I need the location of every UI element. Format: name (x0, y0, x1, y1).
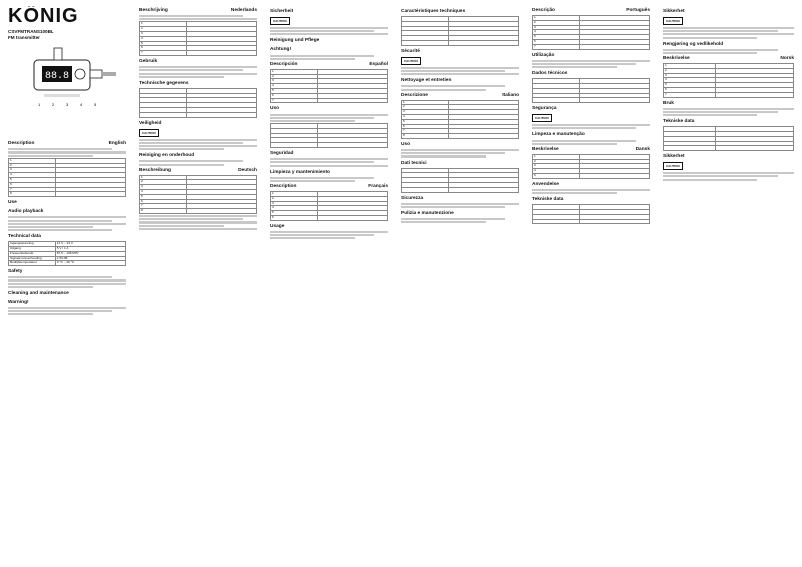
description-table-da: 1 2 3 4 5 (532, 154, 650, 179)
lang-german: Deutsch (238, 167, 257, 173)
section-sikkerhet-2: Sikkerhet (663, 154, 685, 160)
section-achtung: Achtung! (270, 47, 292, 53)
section-bruk: Bruk (663, 100, 674, 106)
description-table-no: 1 2 3 4 5 6 7 (663, 63, 794, 98)
description-table-pt: 1 2 3 4 5 6 7 (532, 15, 650, 50)
section-reinigung: Reinigung und Pflege (270, 38, 320, 44)
lang-french: Français (368, 184, 388, 189)
section-rengjoring: Rengjøring og vedlikehold (663, 41, 724, 47)
section-tech-data: Technical data (8, 234, 41, 240)
knob-icon (75, 69, 85, 79)
section-sicherheit: Sicherheit (270, 9, 294, 14)
warning-icon: CAUTION (663, 17, 683, 25)
section-seguridad: Seguridad (270, 151, 294, 157)
description-table: 1 2 3 4 5 6 7 8 (8, 158, 126, 197)
brand-logo: KÖNIG (8, 6, 79, 27)
section-sikkerhet: Sikkerhet (663, 9, 685, 14)
tech-table-pt (532, 78, 650, 103)
lcd-display: 88.8 (44, 71, 70, 83)
description-table-it: 1 2 3 4 5 6 7 8 (401, 100, 519, 139)
section-tekniske-da: Tekniske data (532, 197, 564, 203)
description-table-de: 1 2 3 4 5 6 7 8 (139, 175, 257, 214)
svg-text:2: 2 (52, 102, 55, 108)
tech-table-en: Ingangsspanning 12 V – 24 V Uitgang 5 V / 1 A Frequentiebereik 87,5 – 108 MHz Signaal-ruisverhouding ≥ 60 dB Bedrijfstemperatuur 0 °C – 40 °C (8, 241, 126, 266)
tech-table-it (401, 168, 519, 193)
section-safety: Safety (8, 269, 23, 275)
column-english (8, 6, 126, 562)
section-securite: Sécurité (401, 48, 420, 54)
svg-text:5: 5 (94, 102, 97, 108)
section-gebruik: Gebruik (139, 59, 158, 65)
warning-icon: CAUTION (270, 17, 290, 25)
section-seguranca: Segurança (532, 106, 557, 112)
lang-portuguese: Português (626, 8, 650, 13)
svg-text:3: 3 (66, 102, 69, 108)
section-tekniske-no: Tekniske data (663, 119, 695, 125)
product-name: FM transmitter (8, 34, 40, 40)
lang-spanish: Español (369, 61, 388, 67)
tech-table-es (270, 123, 388, 148)
warning-icon: CAUTION (663, 162, 683, 170)
svg-text:4: 4 (80, 102, 83, 108)
section-limpeza: Limpeza e manutenção (532, 132, 585, 138)
section-caracteristiques: Caractéristiques techniques (401, 9, 466, 14)
section-description: Description (8, 141, 35, 147)
description-table-es: 1 2 3 4 5 6 7 (270, 69, 388, 104)
warning-icon: CAUTION (532, 114, 552, 122)
section-sicurezza: Sicurezza (401, 195, 424, 201)
description-table-fr: 1 2 3 4 5 6 (270, 191, 388, 221)
section-anvendelse: Anvendelse (532, 181, 559, 187)
section-pulizia: Pulizia e manutenzione (401, 210, 454, 216)
warning-icon: CAUTION (401, 57, 421, 65)
section-usage: Usage (270, 223, 285, 229)
section-beschrijving: Beschrijving (139, 8, 168, 13)
section-uso: Uso (270, 106, 280, 112)
column-dutch (139, 6, 257, 562)
lang-italian: Italiano (502, 92, 519, 98)
lang-danish: Dansk (635, 146, 650, 152)
svg-text:1: 1 (38, 102, 41, 108)
section-dados: Dados técnicos (532, 71, 568, 77)
section-beskrivelse-da: Beskrivelse (532, 146, 559, 152)
section-uso-it: Uso (401, 142, 411, 147)
section-veiligheid: Veiligheid (139, 120, 162, 126)
warning-icon: CAUTION (139, 129, 159, 137)
section-descrizione: Descrizione (401, 92, 428, 98)
section-technische: Technische gegevens (139, 80, 189, 86)
section-audio-playback: Audio playback (8, 209, 44, 215)
tech-table-no (663, 126, 794, 151)
section-beskrivelse-no: Beskrivelse (663, 56, 690, 62)
section-descricao: Descrição (532, 8, 555, 13)
section-nettoyage: Nettoyage et entretien (401, 78, 452, 84)
section-limpieza: Limpieza y mantenimiento (270, 169, 330, 175)
section-cleaning: Cleaning and maintenance (8, 290, 69, 296)
column-da-no (663, 6, 794, 562)
product-figure (8, 42, 126, 134)
description-table-nl: 1 2 3 4 5 6 7 (139, 21, 257, 56)
lang-dutch: Nederlands (230, 8, 257, 13)
section-dati: Dati tecnici (401, 160, 427, 166)
tech-table-nl (139, 88, 257, 118)
model-number: CSVFMTRANS100BL (8, 29, 54, 34)
section-warning: Warning! (8, 299, 29, 305)
section-use: Use (8, 200, 17, 206)
section-beschreibung: Beschreibung (139, 167, 171, 173)
lang-norwegian: Norsk (780, 56, 794, 62)
section-descripcion: Descripción (270, 61, 298, 67)
section-reiniging: Reiniging en onderhoud (139, 153, 195, 159)
section-description-fr: Description (270, 184, 297, 189)
column-fr-it (401, 6, 519, 562)
tech-table-fr (401, 16, 519, 46)
column-pt-da (532, 6, 650, 562)
column-de-es-fr (270, 6, 388, 562)
section-utilizacao: Utilização (532, 52, 555, 58)
lang-english: English (108, 141, 126, 147)
tech-table-da (532, 204, 650, 224)
